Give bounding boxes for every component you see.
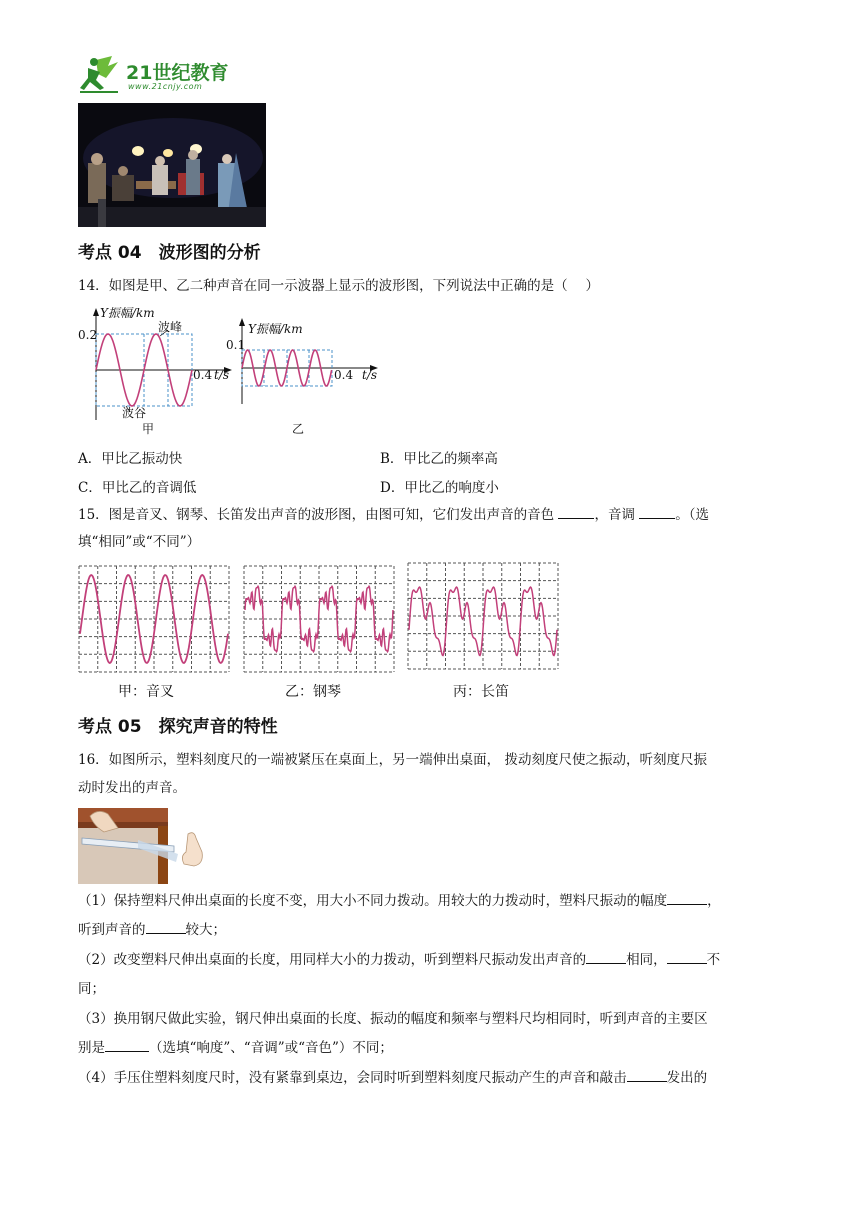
q16-p2-text-b: 相同， [626, 952, 667, 968]
q16-p4-text-b: 发出的 [666, 1070, 708, 1086]
waveform-tuning-fork [78, 565, 230, 673]
question-16-stem-1: 16．如图所示，塑料刻度尺的一端被紧压在桌面上，另一端伸出桌面， 拨动刻度尺使之振动，听刻度尺振 [78, 752, 707, 768]
q16-p3-text-b: 别是 [78, 1040, 105, 1056]
q15-text-c: 。（选 [675, 507, 710, 523]
q16-blank-6[interactable] [627, 1067, 667, 1082]
q16-p1-text-a: （1）保持塑料尺伸出桌面的长度不变，用大小不同力拨动。用较大的力拨动时，塑料尺振动的幅度 [78, 893, 668, 909]
waveform-yi [226, 318, 386, 436]
q16-p1-text-c: 听到声音的 [78, 922, 146, 938]
option-a: A．甲比乙振动快 [78, 451, 183, 467]
jia-peak-label: 波峰 [158, 320, 183, 334]
q16-p3-text-c: （选填“响度”、“音调”或“音色”）不同； [149, 1040, 393, 1056]
logo-text: 21世纪教育 [126, 62, 229, 84]
q15-text-a: 15．图是音叉、钢琴、长笛发出声音的波形图，由图可知，它们发出声音的音色 [78, 507, 555, 523]
q16-blank-5[interactable] [105, 1037, 149, 1052]
section-title-04: 考点 04 波形图的分析 [78, 243, 261, 263]
q15-blank-1[interactable] [558, 504, 594, 519]
q16-part-2-line2: 同； [78, 981, 105, 997]
caption-flute: 丙：长笛 [453, 684, 509, 700]
q16-part-1-line2 [78, 916, 784, 945]
option-b: B．甲比乙的频率高 [380, 451, 498, 467]
question-16-stem-2: 动时发出的声音。 [78, 780, 186, 796]
jia-caption: 甲 [142, 422, 155, 436]
option-c: C．甲比乙的音调低 [78, 480, 197, 496]
waveform-piano [243, 565, 395, 673]
q15-text-b: ，音调 [594, 507, 635, 523]
ruler-desk-figure [78, 808, 218, 884]
question-14-stem: 14．如图是甲、乙二种声音在同一示波器上显示的波形图，下列说法中正确的是（ ） [78, 278, 599, 294]
waveform-flute [407, 562, 559, 670]
q16-blank-2[interactable] [146, 919, 186, 934]
q16-part-2-line1 [78, 946, 784, 975]
jia-xunit: t/s [214, 368, 230, 382]
jia-ylabel: Y振幅/km [100, 306, 155, 320]
q16-part-3-line1: （3）换用钢尺做此实验，钢尺伸出桌面的长度、振动的幅度和频率与塑料尺均相同时，听到声音的主要区 [78, 1011, 708, 1027]
waveform-jia [78, 302, 238, 436]
jia-trough-label: 波谷 [122, 406, 147, 420]
q16-part-4-line1 [78, 1064, 784, 1093]
caption-tuning-fork: 甲：音叉 [118, 684, 174, 700]
caption-piano: 乙：钢琴 [285, 684, 341, 700]
q16-p2-text-a: （2）改变塑料尺伸出桌面的长度，用同样大小的力拨动，听到塑料尺振动发出声音的 [78, 952, 587, 968]
concert-photo [78, 103, 266, 227]
question-15-line2: 填“相同”或“不同”） [78, 534, 201, 550]
q16-p1-text-b: ， [707, 893, 721, 909]
q16-blank-4[interactable] [667, 949, 707, 964]
runner-logo-icon [78, 52, 128, 96]
q16-p1-text-d: 较大； [185, 922, 226, 938]
yi-xunit: t/s [362, 368, 378, 382]
q16-blank-3[interactable] [586, 949, 626, 964]
question-15-line1 [78, 504, 709, 525]
q16-part-3-line2 [78, 1034, 784, 1063]
q15-blank-2[interactable] [639, 504, 675, 519]
q16-p4-text-a: （4）手压住塑料刻度尺时，没有紧靠到桌边，会同时听到塑料刻度尺振动产生的声音和敲击 [78, 1070, 627, 1086]
yi-caption: 乙 [292, 422, 305, 436]
jia-ytick: 0.2 [78, 328, 98, 342]
yi-xtick: 0.4 [334, 368, 354, 382]
q16-p2-text-c: 不 [706, 952, 721, 968]
logo-url: www.21cnjy.com [128, 82, 203, 91]
option-d: D．甲比乙的响度小 [380, 480, 499, 496]
yi-ylabel: Y振幅/km [248, 322, 303, 336]
section-title-05: 考点 05 探究声音的特性 [78, 717, 278, 737]
jia-xtick: 0.4 [193, 368, 213, 382]
yi-ytick: 0.1 [226, 338, 246, 352]
q16-part-1-line1 [78, 887, 784, 916]
q16-blank-1[interactable] [667, 890, 707, 905]
